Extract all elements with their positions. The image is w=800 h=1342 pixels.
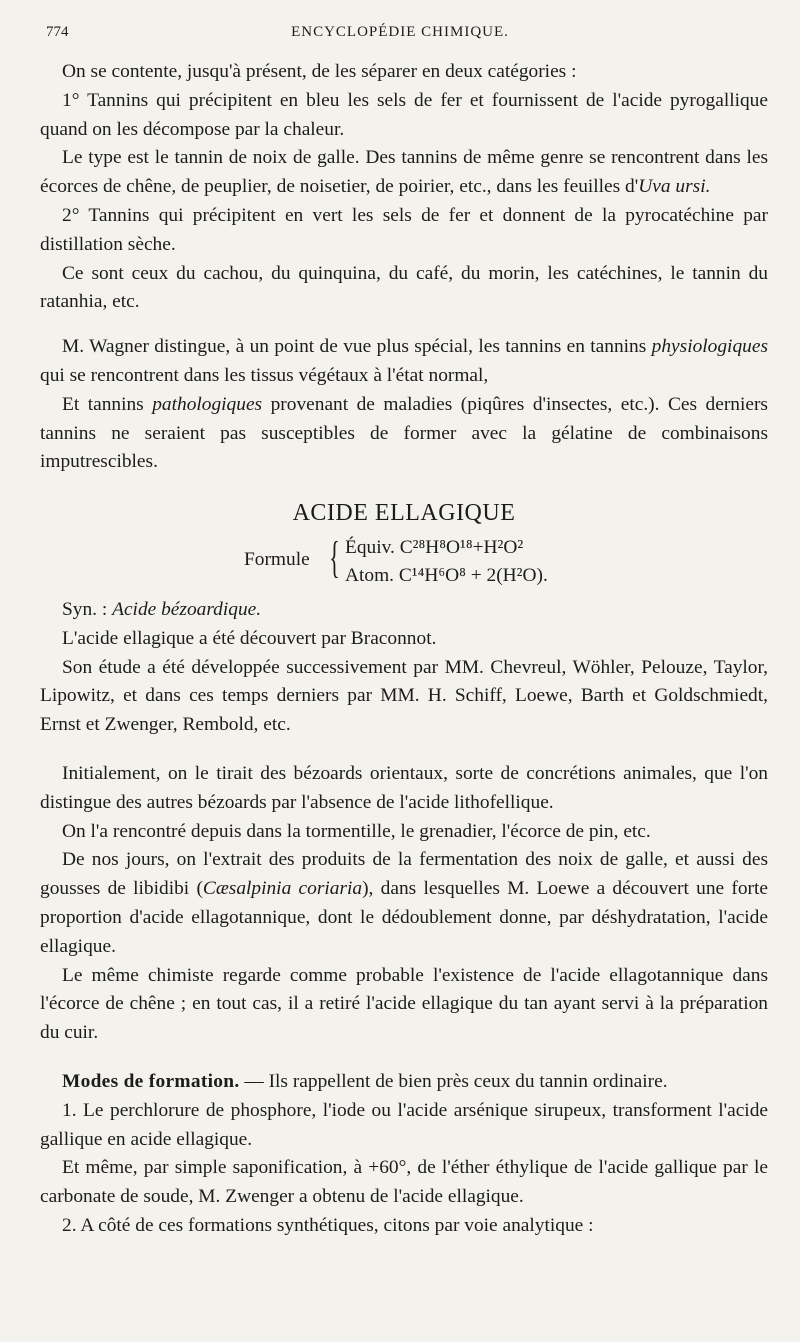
paragraph-text: De nos jours, on l'extrait des produits de la fermentation des noix de galle, et aussi des gousses de libidibi ( xyxy=(40,849,768,900)
page-number: 774 xyxy=(46,24,69,40)
synonym-name: Acide bézoardique. xyxy=(112,598,262,620)
paragraph-text: ), dans lesquelles M. Loewe a découvert une forte proportion d'acide ellagotannique, dont le dédoublement donne, par déshydratation, l'acide ellagique. xyxy=(40,878,769,957)
paragraph-method-2: 2. A côté de ces formations synthétiques, citons par voie analytique : xyxy=(62,1214,594,1236)
italic-term: Uva ursi. xyxy=(638,176,711,198)
formula-atom: Atom. C¹⁴H⁶O⁸ + 2(H²O). xyxy=(345,564,548,586)
synonym-line xyxy=(40,596,768,625)
paragraph-gall-tannin xyxy=(40,144,768,202)
paragraph-text: M. Wagner distingue, à un point de vue plus spécial, les tannins en tannins xyxy=(62,336,652,358)
paragraph-text: provenant de maladies (piqûres d'insectes, etc.). Ces derniers tannins ne seraient pas susceptibles de former avec la gélatine de combinaisons imputrescibles. xyxy=(40,393,768,473)
paragraph-sources: On l'a rencontré depuis dans la tormentille, le grenadier, l'écorce de pin, etc. xyxy=(62,820,651,842)
italic-term: Cæsalpinia coriaria xyxy=(202,878,363,900)
formula-equiv: Équiv. C²⁸H⁸O¹⁸+H²O² xyxy=(345,536,524,558)
paragraph-study: Son étude a été développée successivement par MM. Chevreul, Wöhler, Pelouze, Taylor, Lipowitz, et dans ces temps derniers par MM. H. Schiff, Loewe, Barth et Goldschmiedt, Ernst et Zwenger, Rembold, etc. xyxy=(40,656,768,736)
body-text xyxy=(40,58,768,1241)
paragraph-intro: On se contente, jusqu'à présent, de les séparer en deux catégories : xyxy=(62,61,577,82)
paragraph-modes-formation xyxy=(40,1068,768,1097)
section-title: ACIDE ELLAGIQUE xyxy=(292,500,516,527)
paragraph-pathological xyxy=(40,391,768,477)
formula-block xyxy=(40,534,768,588)
section-heading: Modes de formation. xyxy=(62,1070,240,1092)
italic-term: physiologiques xyxy=(651,336,768,358)
formula-label: Formule xyxy=(244,548,310,570)
paragraph-text: — Ils rappellent de bien près ceux du tannin ordinaire. xyxy=(239,1070,668,1092)
paragraph-method-1: 1. Le perchlorure de phosphore, l'iode ou l'acide arsénique sirupeux, transforment l'acide gallique en acide ellagique. xyxy=(40,1099,768,1150)
brace-icon: { xyxy=(329,532,340,582)
paragraph-cachou: Ce sont ceux du cachou, du quinquina, du café, du morin, les catéchines, le tannin du ratanhia, etc. xyxy=(40,262,768,313)
paragraph-bezoards: Initialement, on le tirait des bézoards orientaux, sorte de concrétions animales, que l'on distingue des autres bézoards par l'absence de l'acide lithofellique. xyxy=(40,762,768,813)
paragraph-discovery: L'acide ellagique a été découvert par Braconnot. xyxy=(62,627,437,649)
paragraph-oak-bark: Le même chimiste regarde comme probable l'existence de l'acide ellagotannique dans l'écorce de chêne ; en tout cas, il a retiré l'acide ellagique du tan ayant servi à la préparation du cuir. xyxy=(40,964,768,1044)
paragraph-extraction xyxy=(40,846,768,961)
paragraph-text: Le type est le tannin de noix de galle. Des tannins de même genre se rencontrent dans les écorces de chêne, de peuplier, de noisetier, de poirier, etc., dans les feuilles d' xyxy=(40,147,768,198)
synonym-label: Syn. : xyxy=(62,598,113,620)
italic-term: pathologiques xyxy=(152,393,263,415)
paragraph-saponification: Et même, par simple saponification, à +60°, de l'éther éthylique de l'acide gallique par le carbonate de soude, M. Zwenger a obtenu de l'acide ellagique. xyxy=(40,1157,768,1208)
running-title: ENCYCLOPÉDIE CHIMIQUE. xyxy=(291,24,509,40)
paragraph-text: Et tannins xyxy=(62,393,153,415)
paragraph-wagner xyxy=(40,333,768,391)
page-header xyxy=(46,24,754,46)
paragraph-category-1: 1° Tannins qui précipitent en bleu les sels de fer et fournissent de l'acide pyrogallique quand on les décompose par la chaleur. xyxy=(40,89,768,140)
paragraph-text: qui se rencontrent dans les tissus végétaux à l'état normal, xyxy=(40,364,489,386)
paragraph-category-2: 2° Tannins qui précipitent en vert les sels de fer et donnent de la pyrocatéchine par distillation sèche. xyxy=(40,204,768,255)
